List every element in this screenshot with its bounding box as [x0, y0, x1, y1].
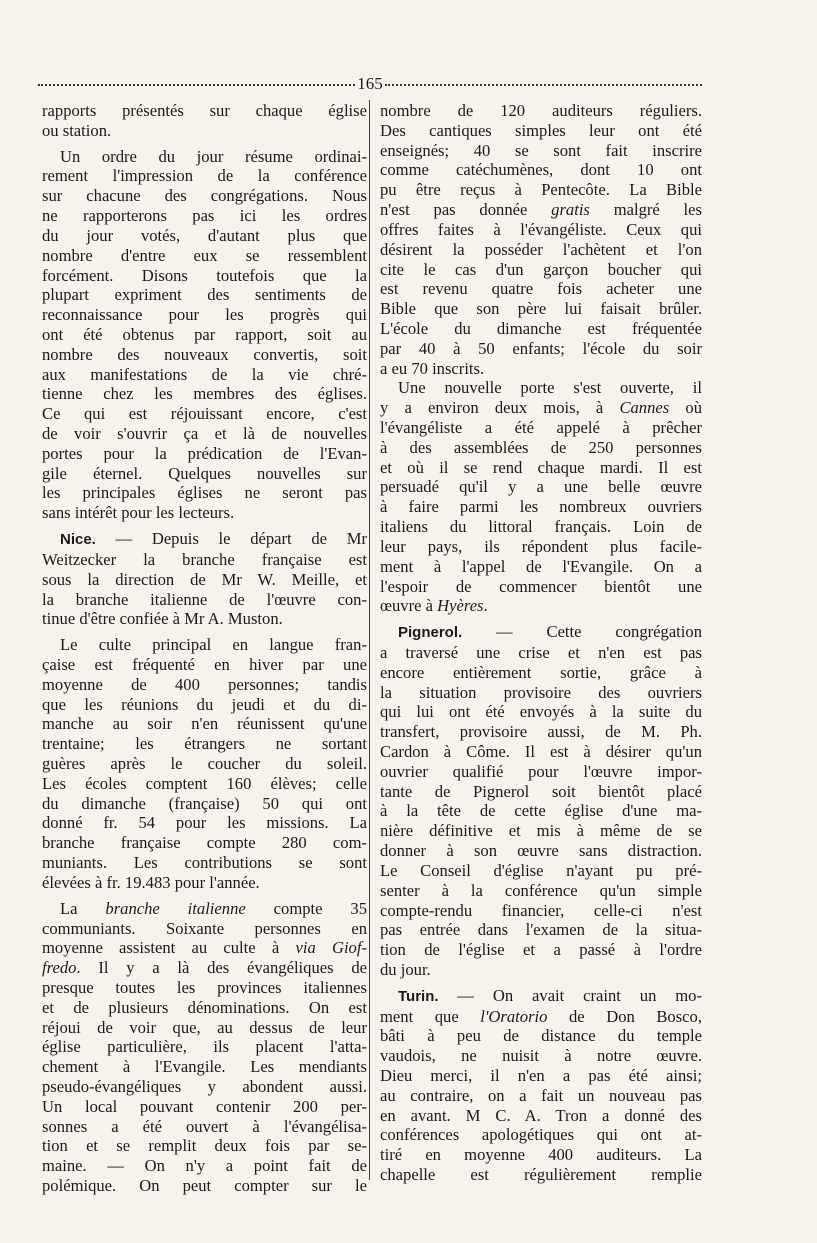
text-segment: ou station. [42, 120, 112, 140]
text-line [42, 899, 367, 919]
text-line [380, 1046, 702, 1066]
text-segment: gile éternel. Quelques nouvelles sur [42, 463, 367, 483]
text-line [42, 1176, 367, 1196]
text-line [380, 537, 702, 557]
text-segment: élevées à fr. 19.483 pour l'année. [42, 872, 260, 892]
text-line [380, 821, 702, 841]
text-segment: Ce qui est réjouissant encore, c'est [42, 404, 367, 424]
text-line [380, 260, 702, 280]
text-segment: œuvre à [380, 596, 438, 616]
text-segment: vaudois, ne nuisit à notre œuvre. [380, 1046, 702, 1066]
text-segment: enseignés; 40 se sont fait inscrire [380, 140, 702, 160]
text-line [42, 246, 367, 266]
text-line [42, 483, 367, 503]
text-line [42, 550, 367, 570]
text-segment: moyenne de 400 personnes; tandis [42, 674, 367, 694]
text-line [42, 166, 367, 186]
text-line [42, 424, 367, 444]
text-line [380, 279, 702, 299]
text-line [380, 577, 702, 597]
text-line [42, 570, 367, 590]
text-segment: l'espoir de commencer bientôt une [380, 576, 702, 596]
text-segment: Weitzecker la branche française est [42, 549, 367, 569]
text-line [380, 960, 702, 980]
column-divider [369, 100, 370, 1180]
text-segment: tante de Pignerol soit bientôt placé [380, 781, 702, 801]
text-line [380, 477, 702, 497]
text-segment: Le Conseil d'église n'ayant pu pré- [380, 860, 702, 880]
text-segment: transfert, provisoire aussi, de M. Ph. [380, 722, 702, 742]
text-segment: çaise est fréquenté en hiver par une [42, 654, 367, 674]
text-line [42, 958, 367, 978]
text-line [42, 695, 367, 715]
text-segment: aux manifestations de la vie chré- [42, 364, 367, 384]
text-segment: Cardon à Côme. Il est à désirer qu'un [380, 742, 702, 761]
text-line [42, 147, 367, 167]
text-line [42, 734, 367, 754]
text-line [42, 675, 367, 695]
text-line [380, 920, 702, 940]
text-line [42, 101, 367, 121]
text-segment: trentaine; les étrangers ne sortant [42, 734, 367, 754]
text-segment: chement à l'Evangile. Les mendiants [42, 1057, 367, 1077]
text-line [380, 160, 702, 180]
text-line [42, 853, 367, 873]
text-segment: branche française compte 280 com- [42, 833, 367, 853]
text-line [42, 384, 367, 404]
text-segment: pu être reçus à Pentecôte. La Bible [380, 180, 702, 200]
text-segment: où [669, 398, 702, 418]
text-line [42, 873, 367, 893]
text-line [42, 186, 367, 206]
text-segment: nombre des nouveaux convertis, soit [42, 344, 367, 364]
text-line [42, 1057, 367, 1077]
text-segment: italiens du littoral français. Loin de [380, 517, 702, 537]
text-segment: église particulière, ils placent l'atta- [42, 1037, 367, 1057]
text-segment: ne rapporterons pas ici les ordres [42, 206, 367, 226]
text-segment: sur chacune des congrégations. Nous [42, 186, 367, 206]
text-line [380, 299, 702, 319]
text-segment: maine. — On n'y a point fait de [42, 1156, 367, 1176]
text-line [380, 986, 702, 1007]
page-header [38, 73, 702, 93]
text-segment: a eu 70 inscrits. [380, 358, 485, 378]
text-segment: conférences apologétiques qui ont at- [380, 1125, 702, 1145]
text-segment: comme catéchumènes, dont 10 ont [380, 160, 702, 180]
text-segment: à des assemblées de 250 personnes [380, 437, 702, 457]
text-line [380, 319, 702, 339]
text-segment: sous la direction de Mr W. Meille, et [42, 569, 367, 589]
text-segment: ont été obtenus par rapport, soit au [42, 324, 367, 344]
text-line [380, 378, 702, 398]
text-line [42, 305, 367, 325]
header-rule-left [38, 84, 355, 86]
text-line [380, 1026, 702, 1046]
text-segment: — On avait craint un mo- [438, 985, 702, 1005]
text-line [380, 398, 702, 418]
text-line [42, 1136, 367, 1156]
text-segment: par 40 à 50 enfants; l'école du soir [380, 338, 702, 358]
text-line [380, 762, 702, 782]
text-line [380, 438, 702, 458]
text-line [380, 1165, 702, 1185]
text-segment: compte-rendu financier, celle-ci n'est [380, 900, 702, 920]
page-number: 165 [357, 73, 383, 93]
text-line [380, 101, 702, 121]
text-segment: leur pays, ils répondent plus facile- [380, 536, 702, 556]
text-line [380, 841, 702, 861]
text-segment: polémique. On peut compter sur le [42, 1176, 367, 1196]
text-line [380, 121, 702, 141]
text-segment: Bible que son père lui faisait brûler. [380, 299, 702, 319]
text-segment: désirent la posséder l'achètent et l'on [380, 239, 702, 259]
text-segment: manche au soir n'en réunissent qu'une [42, 714, 367, 734]
text-segment: ment que [380, 1006, 481, 1026]
text-line [380, 901, 702, 921]
text-segment: forcément. Disons toutefois que la [42, 265, 367, 285]
text-segment: — Cette congrégation [462, 622, 702, 642]
text-segment: Les écoles comptent 160 élèves; celle [42, 773, 367, 793]
text-segment: presque toutes les provinces italiennes [42, 977, 367, 997]
text-line [380, 1106, 702, 1126]
right-column [380, 101, 702, 1185]
text-segment: donné fr. 54 pour les missions. La [42, 813, 367, 833]
text-segment: tion et se remplit deux fois par se- [42, 1136, 367, 1156]
text-segment: portes pour la prédication de l'Evan- [42, 443, 367, 463]
text-segment: nière définitive et mis à même de se [380, 821, 702, 841]
text-line [42, 714, 367, 734]
text-segment: malgré les [589, 200, 702, 220]
text-line [380, 702, 702, 722]
text-segment: à la tête de cette église d'une ma- [380, 801, 702, 821]
text-line [42, 529, 367, 550]
text-segment: rement l'impression de la conférence [42, 166, 367, 186]
section-heading: Turin. [398, 987, 439, 1005]
text-segment: Dieu merci, il n'en a pas été ainsi; [380, 1066, 702, 1085]
text-line [380, 881, 702, 901]
text-segment: au contraire, on a fait un nouveau pas [380, 1085, 702, 1105]
text-line [380, 1125, 702, 1145]
text-line [380, 1086, 702, 1106]
text-segment: la situation provisoire des ouvriers [380, 682, 702, 702]
text-line [380, 359, 702, 379]
text-line [380, 643, 702, 663]
text-line [42, 206, 367, 226]
text-line [42, 1018, 367, 1038]
text-line [42, 754, 367, 774]
text-segment: tiré en moyenne 400 auditeurs. La [380, 1145, 702, 1165]
text-line [42, 464, 367, 484]
text-line [42, 794, 367, 814]
text-segment: communiants. Soixante personnes en [42, 918, 367, 938]
header-rule-right [385, 84, 702, 86]
text-segment: nombre de 120 auditeurs réguliers. [380, 101, 702, 120]
text-segment: encore entièrement sortie, grâce à [380, 662, 702, 682]
text-line [380, 339, 702, 359]
text-line [380, 517, 702, 537]
text-line [42, 978, 367, 998]
text-line [42, 404, 367, 424]
text-line [380, 1007, 702, 1027]
text-line [42, 1077, 367, 1097]
text-segment: et de plusieurs dénominations. On est [42, 997, 367, 1017]
text-line [380, 722, 702, 742]
italic-text: branche italienne [105, 898, 246, 918]
text-line [42, 444, 367, 464]
italic-text: Cannes [619, 398, 670, 418]
text-segment: en avant. M C. A. Tron a donné des [380, 1105, 702, 1125]
text-segment: compte 35 [245, 898, 367, 918]
text-segment: tion de l'église et a passé à l'ordre [380, 940, 702, 960]
text-segment: à faire parmi les nombreux ouvriers [380, 497, 702, 517]
text-segment: Un ordre du jour résume ordinai- [60, 146, 367, 166]
text-segment: ment à l'appel de l'Evangile. On a [380, 556, 702, 576]
text-line [42, 266, 367, 286]
text-segment: du jour. [380, 959, 431, 979]
text-segment: nombre d'entre eux se ressemblent [42, 245, 367, 265]
text-segment: la branche italienne de l'œuvre con- [42, 589, 367, 609]
text-line [42, 998, 367, 1018]
text-line [42, 285, 367, 305]
text-segment: ouvrier qualifié pour l'œuvre impor- [380, 761, 702, 781]
text-segment: sans intérêt pour les lecteurs. [42, 503, 235, 523]
section-heading: Nice. [60, 531, 96, 549]
text-line [42, 609, 367, 629]
text-line [380, 742, 702, 762]
text-line [42, 1156, 367, 1176]
left-column [42, 101, 367, 1196]
text-segment: sonnes a été ouvert à l'évangélisa- [42, 1116, 367, 1136]
text-line [380, 622, 702, 643]
text-segment: plupart expriment des sentiments de [42, 285, 367, 305]
text-segment: chapelle est régulièrement remplie [380, 1165, 702, 1185]
text-segment: . [483, 596, 488, 616]
text-line [380, 596, 702, 616]
text-segment: et où il se rend chaque mardi. Il est [380, 457, 702, 477]
text-line [42, 938, 367, 958]
text-line [42, 503, 367, 523]
text-segment: n'est pas donnée [380, 200, 552, 220]
text-segment: L'école du dimanche est fréquentée [380, 318, 702, 338]
text-segment: de Don Bosco, [547, 1006, 702, 1026]
text-segment: moyenne assistent au culte à [42, 938, 296, 958]
italic-text: Hyères [437, 596, 484, 616]
text-segment: y a environ deux mois, à [380, 398, 620, 418]
text-line [42, 121, 367, 141]
text-line [380, 801, 702, 821]
text-segment: de voir s'ouvrir ça et là de nouvelles [42, 424, 367, 443]
text-line [380, 200, 702, 220]
text-line [380, 458, 702, 478]
text-segment: reconnaissance pour les progrès qui [42, 305, 367, 325]
text-segment: du jour votés, d'autant plus que [42, 225, 367, 245]
text-line [42, 345, 367, 365]
text-line [380, 861, 702, 881]
italic-text: fredo [42, 958, 77, 978]
text-line [380, 418, 702, 438]
text-segment: Le culte principal en langue fran- [60, 635, 367, 655]
text-segment: cite le cas d'un garçon boucher qui [380, 259, 702, 279]
text-segment: les principales églises ne seront pas [42, 483, 367, 503]
text-line [380, 240, 702, 260]
text-line [42, 1037, 367, 1057]
text-line [42, 365, 367, 385]
text-segment: Un local pouvant contenir 200 per- [42, 1096, 367, 1116]
text-line [380, 1145, 702, 1165]
text-line [380, 782, 702, 802]
italic-text: l'Oratorio [480, 1006, 548, 1026]
text-segment: a traversé une crise et n'en est pas [380, 642, 702, 662]
text-line [380, 180, 702, 200]
text-segment: l'évangéliste a été appelé à prêcher [380, 418, 702, 437]
text-line [380, 940, 702, 960]
text-segment: muniants. Les contributions se sont [42, 853, 367, 873]
text-line [42, 635, 367, 655]
italic-text: via Giof- [295, 938, 367, 958]
text-segment: . Il y a là des évangéliques de [76, 958, 367, 978]
text-line [42, 1097, 367, 1117]
text-segment: Une nouvelle porte s'est ouverte, il [398, 378, 702, 398]
text-segment: pas entrée dans l'examen de la situa- [380, 920, 702, 940]
text-segment: senter à la conférence qu'un simple [380, 880, 702, 900]
text-segment: bâti à peu de distance du temple [380, 1026, 702, 1046]
text-line [380, 1066, 702, 1086]
section-heading: Pignerol. [398, 624, 463, 642]
text-segment: tinue d'être confiée à Mr A. Muston. [42, 609, 283, 629]
text-segment: — Depuis le départ de Mr [95, 529, 367, 549]
text-segment: tienne chez les membres des églises. [42, 384, 367, 404]
italic-text: gratis [551, 200, 590, 220]
text-line [42, 325, 367, 345]
text-segment: du dimanche (française) 50 qui ont [42, 793, 367, 813]
text-line [380, 683, 702, 703]
text-line [380, 497, 702, 517]
text-line [380, 220, 702, 240]
text-segment: guères après le coucher du soleil. [42, 754, 367, 773]
text-segment: rapports présentés sur chaque église [42, 101, 367, 120]
text-segment: La [60, 898, 106, 918]
text-line [380, 141, 702, 161]
text-segment: pseudo-évangéliques y abondent aussi. [42, 1077, 367, 1096]
text-line [380, 663, 702, 683]
text-line [380, 557, 702, 577]
text-segment: est revenu quatre fois acheter une [380, 279, 702, 299]
text-line [42, 655, 367, 675]
text-segment: Des cantiques simples leur ont été [380, 120, 702, 140]
text-segment: offres faites à l'évangéliste. Ceux qui [380, 219, 702, 239]
text-line [42, 919, 367, 939]
text-line [42, 1117, 367, 1137]
text-line [42, 774, 367, 794]
text-line [42, 590, 367, 610]
text-line [42, 226, 367, 246]
text-line [42, 813, 367, 833]
text-segment: que les réunions du jeudi et du di- [42, 694, 367, 714]
text-segment: persuadé qu'il y a une belle œuvre [380, 477, 702, 497]
text-segment: réjoui de voir que, au dessus de leur [42, 1017, 367, 1037]
text-segment: qui lui ont été envoyés à la suite du [380, 702, 702, 722]
text-line [42, 833, 367, 853]
text-segment: donner à son œuvre sans distraction. [380, 841, 702, 861]
